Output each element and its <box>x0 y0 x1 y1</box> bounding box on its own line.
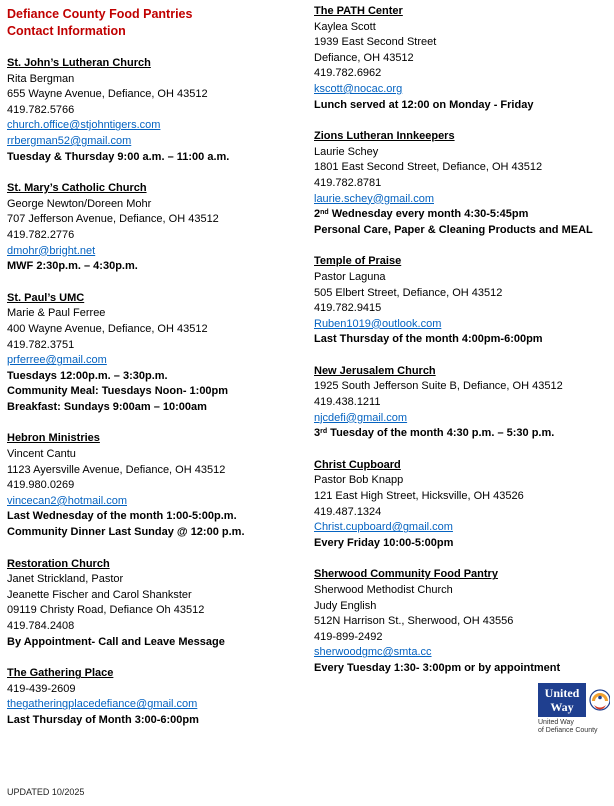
schedule-line <box>314 207 610 223</box>
contact-line: 419.782.8781 <box>314 176 382 189</box>
contact-line: 419.782.3751 <box>7 338 75 351</box>
contact-line: 1939 East Second Street <box>314 36 437 49</box>
schedule-line: MWF 2:30p.m. – 4:30p.m. <box>7 260 138 273</box>
schedule-line: Every Friday 10:00-5:00pm <box>314 536 454 549</box>
pantry-name: Hebron Ministries <box>7 432 100 445</box>
title-line-1: Defiance County Food Pantries <box>7 7 193 21</box>
email-line <box>314 520 610 536</box>
email-line <box>7 494 303 510</box>
email-line <box>7 118 303 134</box>
contact-line: 655 Wayne Avenue, Defiance, OH 43512 <box>7 88 208 101</box>
contact-line: 419.784.2408 <box>7 620 75 632</box>
contact-line: Jeanette Fischer and Carol Shankster <box>7 588 192 601</box>
schedule-line: Every Tuesday 1:30- 3:00pm or by appointment <box>314 661 561 674</box>
contact-line: 419.782.5766 <box>7 103 75 116</box>
contact-line: 419.438.1211 <box>314 396 381 409</box>
contact-line: Janet Strickland, Pastor <box>7 573 124 586</box>
contact-line: 1801 East Second Street, Defiance, OH 43512 <box>314 161 543 174</box>
schedule-line: Community Dinner Last Sunday @ 12:00 p.m. <box>7 526 245 539</box>
contact-line: 419.782.9415 <box>314 302 382 315</box>
pantry-name: St. Mary’s Catholic Church <box>7 182 147 195</box>
pantry-entry-hebron-ministries <box>7 431 303 540</box>
contact-line: George Newton/Doreen Mohr <box>7 197 152 210</box>
schedule-line: Tuesdays 12:00p.m. – 3:30p.m. <box>7 369 168 382</box>
contact-line: 419.782.2776 <box>7 228 75 241</box>
schedule-ordinal: 2 <box>314 208 321 221</box>
email-link[interactable]: thegatheringplacedefiance@gmail.com <box>7 698 198 711</box>
document-title <box>7 6 307 40</box>
pantry-entry-zions-lutheran-innkeepers <box>314 129 610 238</box>
schedule-line: Last Wednesday of the month 1:00-5:00p.m. <box>7 510 237 523</box>
email-link[interactable]: church.office@stjohntigers.com <box>7 119 161 132</box>
contact-line: 1123 Ayersville Avenue, Defiance, OH 43512 <box>7 463 226 476</box>
email-link[interactable]: Ruben1019@outlook.com <box>314 317 442 330</box>
schedule-ordinal: 3 <box>314 427 321 440</box>
schedule-line: Personal Care, Paper & Cleaning Products and MEAL <box>314 223 593 236</box>
email-link[interactable]: laurie.schey@gmail.com <box>314 192 434 205</box>
contact-line: Pastor Bob Knapp <box>314 474 404 487</box>
contact-line: 505 Elbert Street, Defiance, OH 43512 <box>314 286 503 299</box>
pantry-name: Christ Cupboard <box>314 458 401 471</box>
pantry-entry-st-mary-s-catholic-church <box>7 181 303 275</box>
email-line <box>7 353 303 369</box>
pantry-name: The PATH Center <box>314 5 403 17</box>
pantry-name: Temple of Praise <box>314 255 402 268</box>
pantry-name: Restoration Church <box>7 557 110 570</box>
schedule-ordinal-suffix: nd <box>320 209 329 217</box>
email-link[interactable]: rrbergman52@gmail.com <box>7 134 132 147</box>
schedule-line: By Appointment- Call and Leave Message <box>7 635 225 648</box>
contact-line: 419.782.6962 <box>314 67 382 80</box>
pantry-entry-st-paul-s-umc <box>7 291 303 416</box>
logo-emblem-head <box>598 696 602 700</box>
contact-line: 09119 Christy Road, Defiance Oh 43512 <box>7 604 205 617</box>
schedule-line: Lunch served at 12:00 on Monday - Friday <box>314 98 534 111</box>
pantry-entry-st-john-s-lutheran-church <box>7 56 303 165</box>
pantry-entry-the-gathering-place <box>7 666 303 728</box>
email-link[interactable]: njcdefi@gmail.com <box>314 411 408 424</box>
email-link[interactable]: prferree@gmail.com <box>7 354 107 367</box>
contact-line: 419.487.1324 <box>314 505 382 518</box>
email-link[interactable]: Christ.cupboard@gmail.com <box>314 521 453 534</box>
schedule-line: Community Meal: Tuesdays Noon- 1:00pm <box>7 385 229 398</box>
schedule-text: Tuesday of the month 4:30 p.m. – 5:30 p.m. <box>327 427 555 440</box>
email-link[interactable]: vincecan2@hotmail.com <box>7 494 127 507</box>
schedule-line: Tuesday & Thursday 9:00 a.m. – 11:00 a.m. <box>7 150 230 163</box>
contact-line: 512N Harrison St., Sherwood, OH 43556 <box>314 615 514 628</box>
contact-line: Judy English <box>314 599 377 612</box>
pantry-entry-temple-of-praise <box>314 254 610 348</box>
united-way-logo <box>536 683 612 738</box>
right-column <box>314 4 610 693</box>
pantry-entry-the-path-center <box>314 4 610 113</box>
contact-line: 419-439-2609 <box>7 682 76 695</box>
logo-mark-text-1: United <box>544 686 580 700</box>
pantry-entry-restoration-church <box>7 557 303 651</box>
pantry-name: The Gathering Place <box>7 667 114 680</box>
pantry-entry-sherwood-community-food-pantry <box>314 567 610 676</box>
contact-line: Sherwood Methodist Church <box>314 584 453 596</box>
email-line <box>314 192 610 208</box>
contact-line: 121 East High Street, Hicksville, OH 43526 <box>314 490 524 503</box>
logo-caption-line-1: United Way <box>538 719 574 726</box>
email-link[interactable]: kscott@nocac.org <box>314 82 403 95</box>
contact-line: Rita Bergman <box>7 72 75 85</box>
schedule-line: Breakfast: Sundays 9:00am – 10:00am <box>7 400 207 413</box>
contact-line: Defiance, OH 43512 <box>314 51 414 64</box>
schedule-ordinal-suffix: rd <box>320 428 328 436</box>
pantry-name: Sherwood Community Food Pantry <box>314 568 498 581</box>
email-line <box>7 134 303 150</box>
pantry-name: New Jerusalem Church <box>314 364 436 377</box>
contact-line: Kaylea Scott <box>314 20 376 33</box>
contact-line: Pastor Laguna <box>314 270 386 283</box>
pantry-name: St. Paul’s UMC <box>7 291 85 304</box>
pantry-name: St. John’s Lutheran Church <box>7 57 151 69</box>
updated-date: UPDATED 10/2025 <box>7 787 85 797</box>
pantry-name: Zions Lutheran Innkeepers <box>314 130 455 143</box>
contact-line: 1925 South Jefferson Suite B, Defiance, OH 43512 <box>314 380 563 393</box>
logo-caption-line-2: of Defiance County <box>538 727 598 734</box>
email-line <box>7 244 303 260</box>
logo-caption <box>538 719 598 735</box>
logo-mark-text-2: Way <box>550 700 574 714</box>
email-line <box>314 82 610 98</box>
schedule-line: Last Thursday of the month 4:00pm-6:00pm <box>314 333 543 346</box>
left-column <box>7 56 303 745</box>
contact-line: Vincent Cantu <box>7 448 76 461</box>
email-line <box>314 317 610 333</box>
email-line <box>314 411 610 427</box>
united-way-logo-mark <box>538 683 610 717</box>
pantry-entry-new-jerusalem-church <box>314 364 610 442</box>
title-line-2: Contact Information <box>7 24 126 38</box>
contact-line: 707 Jefferson Avenue, Defiance, OH 43512 <box>7 213 219 226</box>
email-line <box>7 697 303 713</box>
contact-line: 419.980.0269 <box>7 479 75 492</box>
schedule-text: Wednesday every month 4:30-5:45pm <box>328 208 529 221</box>
email-link[interactable]: sherwoodgmc@smta.cc <box>314 646 432 659</box>
contact-line: Marie & Paul Ferree <box>7 307 106 320</box>
pantry-entry-christ-cupboard <box>314 458 610 552</box>
schedule-line: Last Thursday of Month 3:00-6:00pm <box>7 713 199 726</box>
email-line <box>314 645 610 661</box>
contact-line: Laurie Schey <box>314 145 379 158</box>
contact-line: 400 Wayne Avenue, Defiance, OH 43512 <box>7 322 208 335</box>
contact-line: 419-899-2492 <box>314 630 383 643</box>
email-link[interactable]: dmohr@bright.net <box>7 244 96 257</box>
schedule-line <box>314 426 610 442</box>
